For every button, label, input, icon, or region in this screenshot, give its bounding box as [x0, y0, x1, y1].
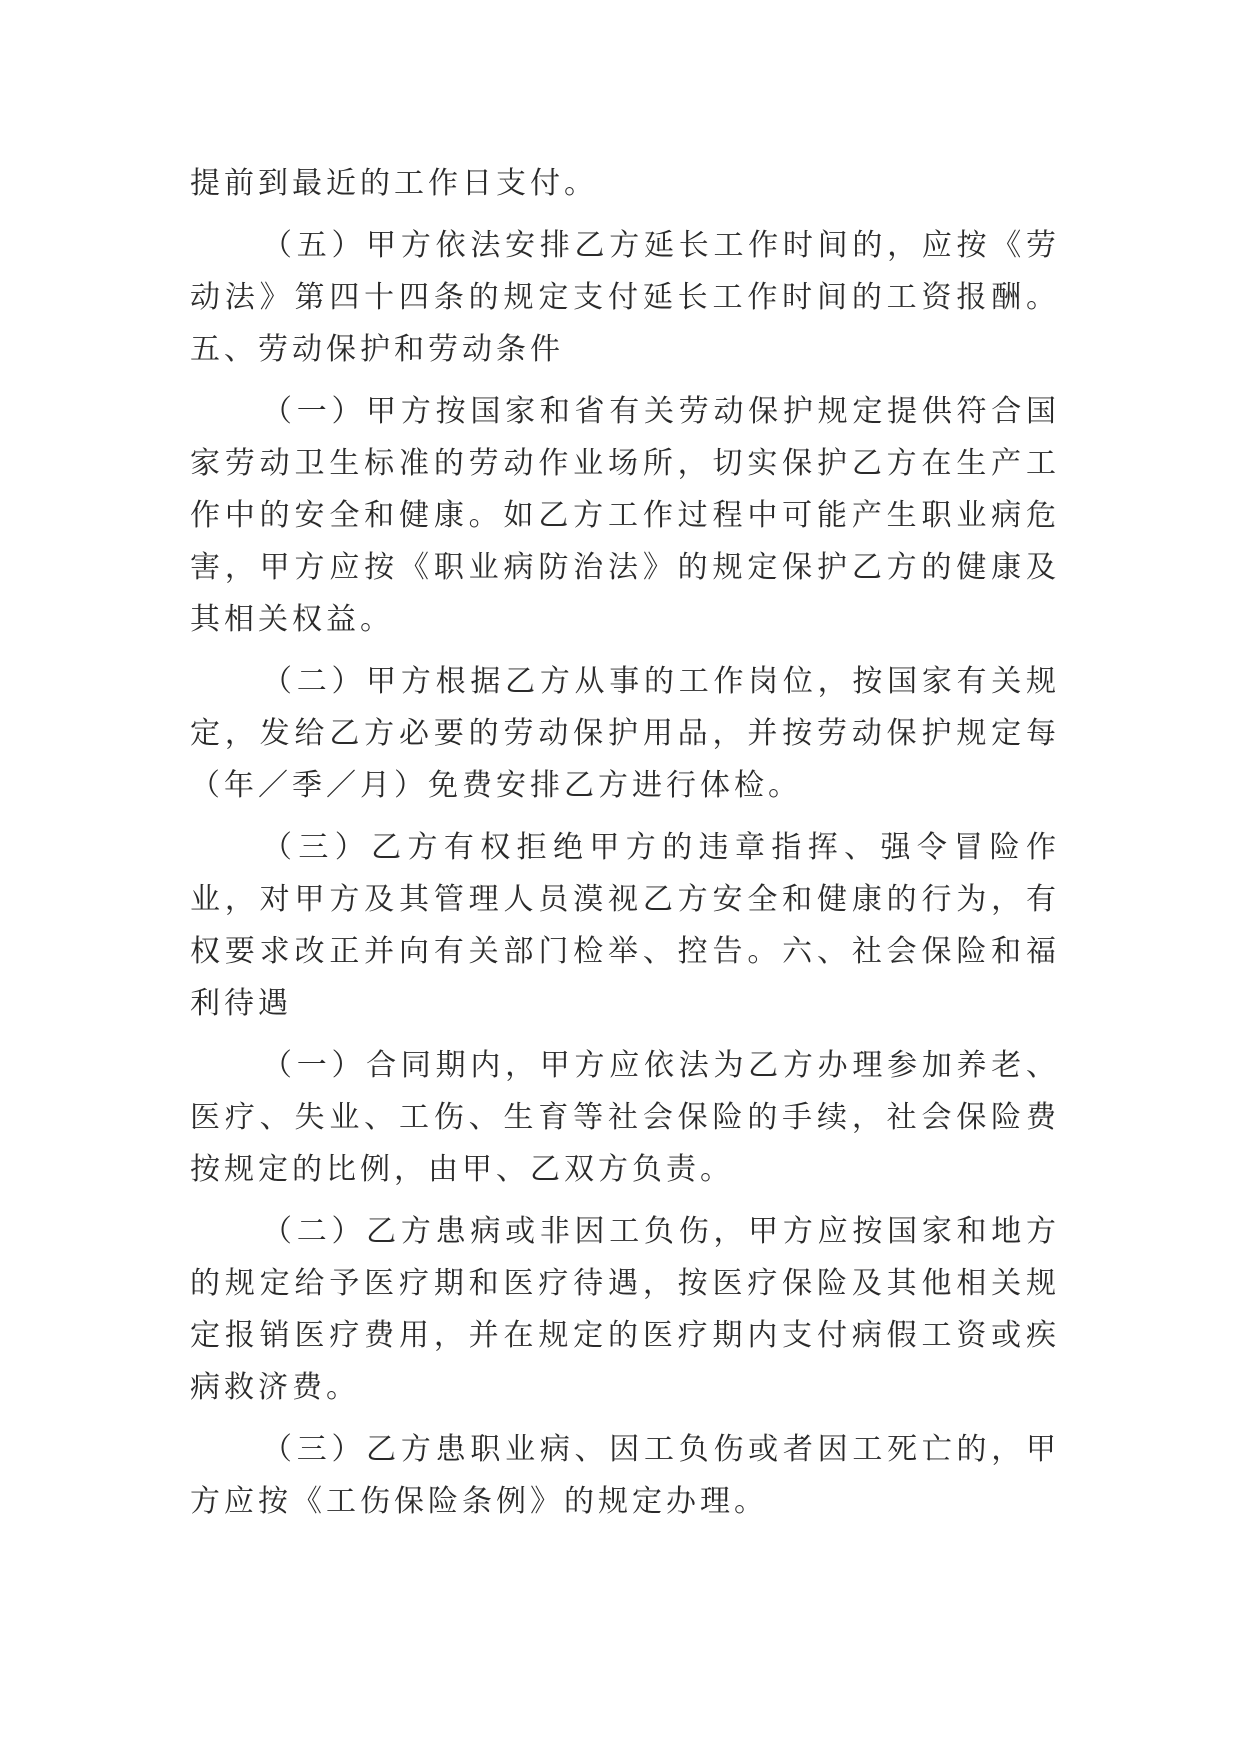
document-body	[190, 158, 1060, 1538]
paragraph-7: （二）乙方患病或非因工负伤，甲方应按国家和地方的规定给予医疗期和医疗待遇，按医疗保险及其他相关规定报销医疗费用，并在规定的医疗期内支付病假工资或疾病救济费。	[190, 1214, 1060, 1405]
paragraph-2: （五）甲方依法安排乙方延长工作时间的，应按《劳动法》第四十四条的规定支付延长工作时间的工资报酬。五、劳动保护和劳动条件	[190, 228, 1060, 367]
paragraph-8: （三）乙方患职业病、因工负伤或者因工死亡的，甲方应按《工伤保险条例》的规定办理。	[190, 1432, 1060, 1519]
paragraph-6: （一）合同期内，甲方应依法为乙方办理参加养老、医疗、失业、工伤、生育等社会保险的手续，社会保险费按规定的比例，由甲、乙双方负责。	[190, 1048, 1060, 1187]
paragraph-3: （一）甲方按国家和省有关劳动保护规定提供符合国家劳动卫生标准的劳动作业场所，切实保护乙方在生产工作中的安全和健康。如乙方工作过程中可能产生职业病危害，甲方应按《职业病防治法》的规定保护乙方的健康及其相关权益。	[190, 394, 1060, 637]
paragraph-4: （二）甲方根据乙方从事的工作岗位，按国家有关规定，发给乙方必要的劳动保护用品，并按劳动保护规定每（年／季／月）免费安排乙方进行体检。	[190, 664, 1060, 803]
paragraph-1: 提前到最近的工作日支付。	[190, 166, 598, 201]
paragraph-5: （三）乙方有权拒绝甲方的违章指挥、强令冒险作业，对甲方及其管理人员漠视乙方安全和健康的行为，有权要求改正并向有关部门检举、控告。六、社会保险和福利待遇	[190, 830, 1060, 1021]
